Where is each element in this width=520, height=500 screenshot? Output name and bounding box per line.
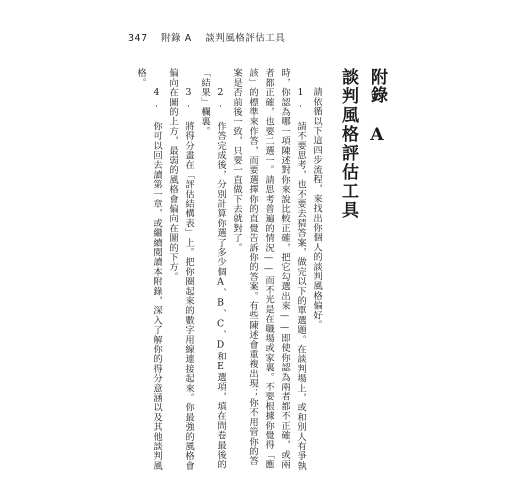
chapter-title bbox=[330, 68, 390, 268]
page-number: 347 bbox=[128, 33, 148, 44]
page-content bbox=[128, 62, 390, 474]
body-text bbox=[128, 68, 324, 472]
header-running-title: 談判風格評估工具 bbox=[205, 33, 286, 44]
appendix-label: 附錄 A bbox=[367, 68, 387, 146]
paragraph-step-4: 4. 你可以回去讀第一章，或繼續閱讀本附錄，深入了解你的得分意涵以及其他談判風格。 bbox=[135, 68, 162, 470]
appendix-heading: 談判風格評估工具 bbox=[338, 68, 358, 220]
paragraph-step-3: 3. 將得分畫在「評估結構表」上。把你圈起來的數字用線連接起來。你最強的風格會偏向在圖的上方，最弱的風格會偏向在圖的下方。 bbox=[167, 68, 194, 470]
paragraph-step-1: 1. 請不要思考，也不要去猜答案，做完以下的單選題。在談判場上，或和別人有爭執時，你認為哪一項陳述對你來說比較正確，把它勾選出來——即使你認為兩者都不正確，或兩者都正確，也要二選一。請思考普遍的情況——而不光是在職場或家裏。不要根據你覺得「應該」的標準來作答，而要選擇你的直覺告訴你的答案。有些陳述會重複出現；你不用管你的答案是否前後一致，只要一直做下去就對了。 bbox=[231, 68, 306, 470]
paragraph-step-2: 2. 作答完成後，分別計算你選了多少個A、B、C、D和E選項，填在問卷最後的「結果」欄裏。 bbox=[199, 68, 226, 469]
running-header bbox=[128, 30, 295, 44]
header-section: 附錄 A bbox=[161, 33, 192, 44]
paragraph-intro: 請依循以下這四步流程，來找出你個人的談判風格偏好。 bbox=[311, 86, 322, 330]
